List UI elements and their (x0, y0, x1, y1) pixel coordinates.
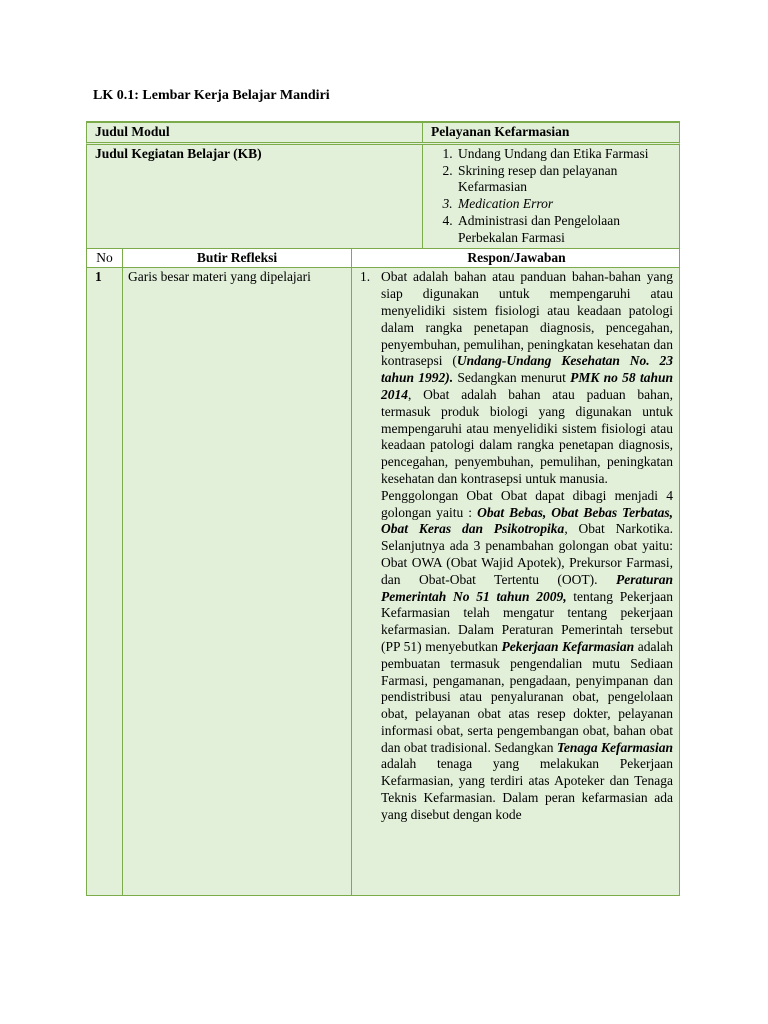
law-reference: Undang-Undang Kesehatan No. 23 tahun 1992). (381, 353, 673, 386)
modul-label: Judul Modul (87, 123, 423, 142)
answer-text-run: tentang Pekerjaan Kefarmasian telah mengatur tentang pekerjaan kefarmasian. Dalam Peraturan Pemerintah tersebut (PP 51) menyebutkan (381, 588, 673, 654)
kb-item: 1. Undang Undang dan Etika Farmasi (456, 146, 671, 163)
answer-text (381, 269, 673, 823)
answer-item (360, 269, 673, 823)
kb-label: Judul Kegiatan Belajar (KB) (87, 145, 423, 248)
respon-cell (352, 268, 679, 895)
answer-text-run: , Obat adalah bahan atau paduan bahan, termasuk produk biologi yang digunakan untuk mempengaruhi atau menyelidiki sistem fisiologi atau keadaan patologi dalam rangka penetapan diagnosis, pencegahan, penyembuhan, pemulihan, peningkatan kesehatan dan kontrasepsi untuk manusia. (381, 386, 673, 486)
term-tenaga-kefarmasian: Tenaga Kefarmasian (556, 739, 673, 755)
kb-list-cell (423, 145, 679, 248)
answer-text-run: , Obat Narkotika. Selanjutnya ada 3 penambahan golongan obat yaitu: Obat OWA (Obat Wajid Apotek), Prekursor Farmasi, dan Obat-Obat Tertentu (OOT). (381, 521, 673, 587)
modul-value: Pelayanan Kefarmasian (431, 124, 570, 139)
modul-row (86, 121, 680, 142)
answer-text-run: Obat adalah bahan atau panduan bahan-bahan yang siap digunakan untuk mempengaruhi atau menyelidiki sistem fisiologi atau keadaan patologi dalam rangka penetapan diagnosis, pencegahan, penyembuhan, pemulihan, peningkatan kesehatan dan kontrasepsi ( (381, 269, 673, 369)
header-no: No (87, 249, 123, 268)
butir-refleksi: Garis besar materi yang dipelajari (123, 268, 352, 895)
answer-text-run: Penggolongan Obat Obat dapat dibagi menjadi 4 golongan yaitu : (381, 487, 673, 520)
regulation-reference: PMK no 58 tahun 2014 (381, 370, 673, 402)
kb-row (86, 142, 680, 248)
table-row (86, 267, 680, 896)
worksheet-table (86, 121, 680, 896)
drug-classes: Obat Bebas, Obat Bebas Terbatas, Obat Keras dan Psikotropika (381, 504, 673, 537)
kb-item: 3. Medication Error (456, 196, 671, 213)
page-title: LK 0.1: Lembar Kerja Belajar Mandiri (93, 88, 330, 103)
header-respon: Respon/Jawaban (467, 249, 566, 265)
kb-item: 4. Administrasi dan Pengelolaan Perbekalan Farmasi (456, 213, 671, 247)
answer-text-run: adalah tenaga yang melakukan Pekerjaan Kefarmasian, yang terdiri atas Apoteker dan Tenaga Teknis Kefarmasian. Dalam peran kefarmasian ada yang disebut dengan kode (381, 756, 673, 822)
term-pekerjaan-kefarmasian: Pekerjaan Kefarmasian (501, 638, 635, 654)
answer-text-run: adalah pembuatan termasuk pengendalian mutu Sediaan Farmasi, pengamanan, pengadaan, penyimpanan dan pendistribusi atau penyaluranan obat, pengelolaan obat, pelayanan obat atas resep dokter, pelayanan informasi obat, serta pengembangan obat, bahan obat dan obat tradisional. Sedangkan (381, 638, 673, 755)
kb-list (431, 146, 671, 247)
table-header-row (86, 248, 680, 268)
header-butir: Butir Refleksi (123, 249, 352, 268)
row-number: 1 (87, 268, 123, 895)
kb-item: 2. Skrining resep dan pelayanan Kefarmasian (456, 163, 671, 197)
answer-paragraph (381, 269, 673, 487)
answer-text-run: Sedangkan menurut (453, 370, 571, 386)
answer-paragraph (381, 488, 673, 824)
answer-number: 1. (360, 269, 371, 285)
regulation-reference: Peraturan Pemerintah No 51 tahun 2009, (381, 571, 673, 604)
